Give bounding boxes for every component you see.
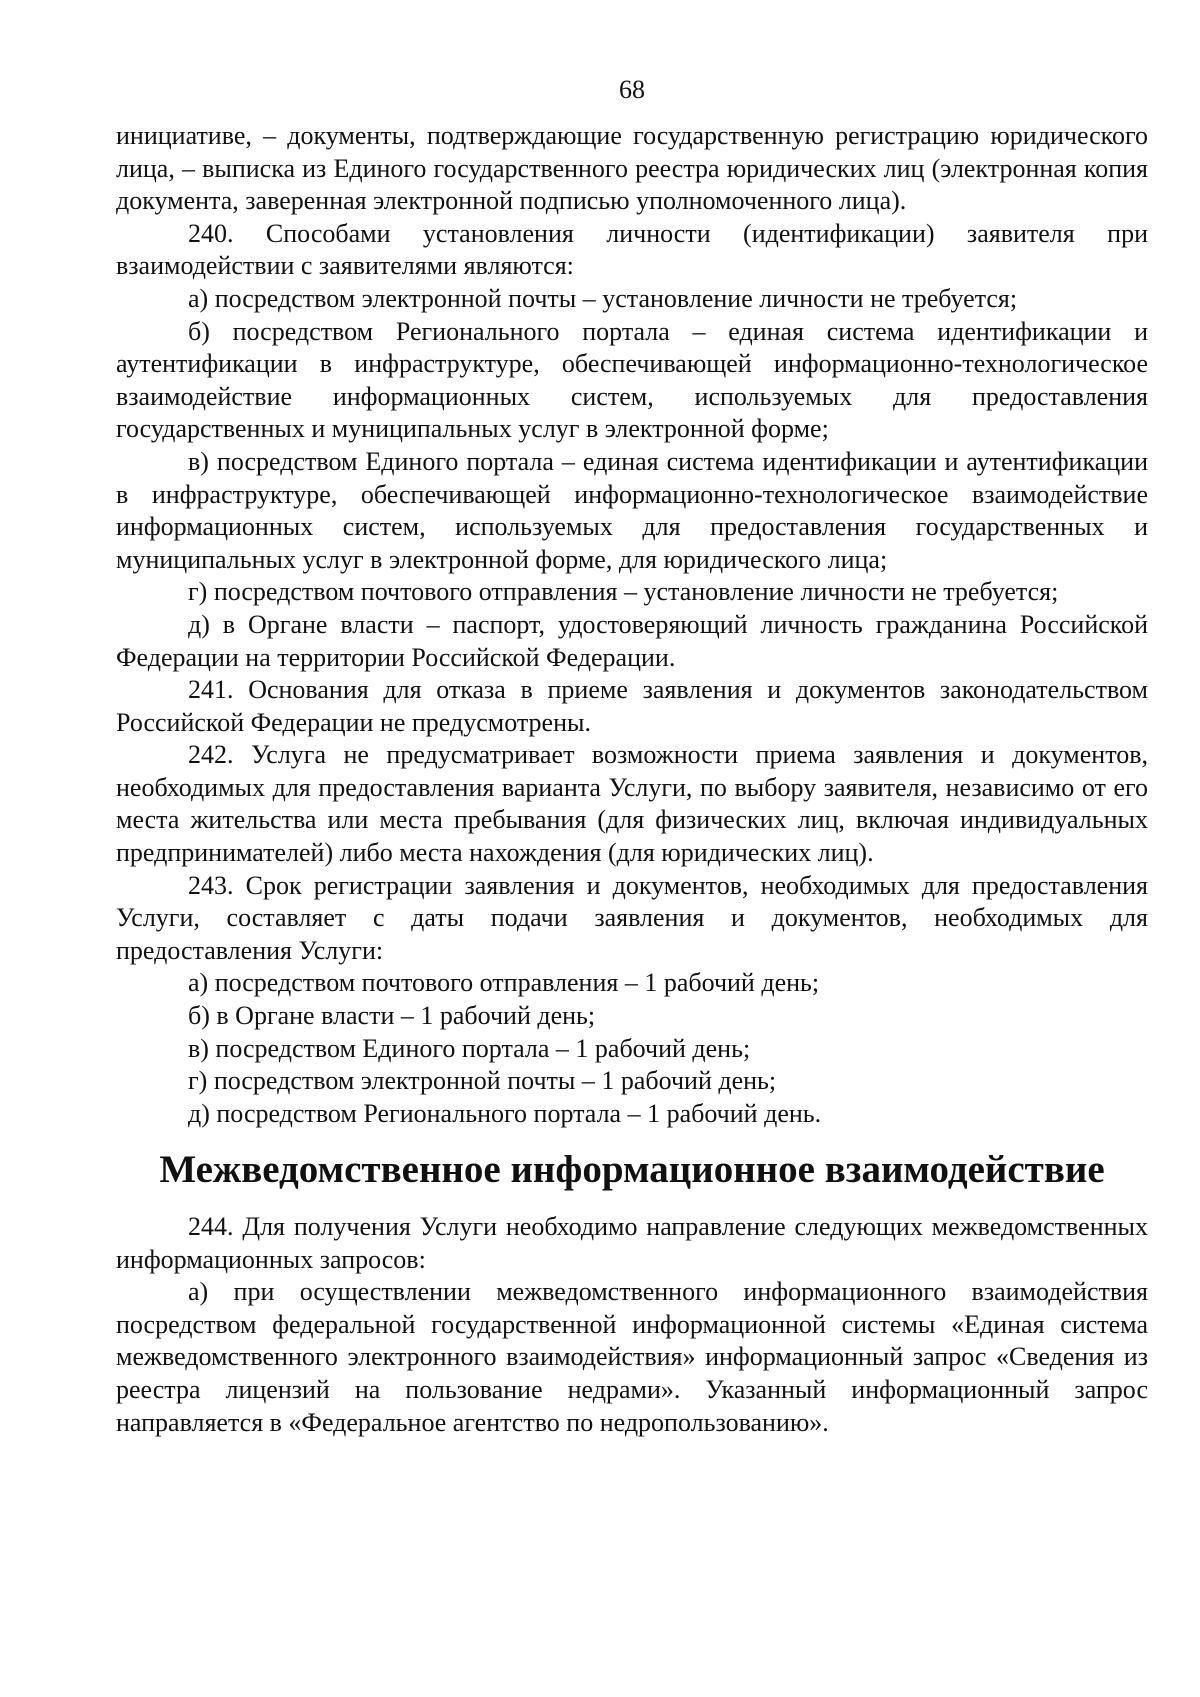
list-item-240-d: д) в Органе власти – паспорт, удостоверяющий личность гражданина Российской Федерации на территории Российской Федерации. xyxy=(116,609,1148,672)
list-item-240-b: б) посредством Регионального портала – единая система идентификации и аутентификации в инфраструктуре, обеспечивающей информационно-технологическое взаимодействие информационных систем, используемых для предоставления государственных и муниципальных услуг в электронной форме; xyxy=(116,316,1148,444)
paragraph-continuation: инициативе, – документы, подтверждающие государственную регистрацию юридического лица, – выписка из Единого государственного реестра юридических лиц (электронная копия документа, заверенная электронной подписью уполномоченного лица). xyxy=(116,121,1148,216)
list-item-240-g: г) посредством почтового отправления – установление личности не требуется; xyxy=(188,577,1059,607)
page-number: 68 xyxy=(619,75,645,104)
paragraph-241: 241. Основания для отказа в приеме заявления и документов законодательством Российской Федерации не предусмотрены. xyxy=(116,675,1148,737)
list-item-244-a: а) при осуществлении межведомственного информационного взаимодействия посредством федеральной государственной информационной системы «Единая система межведомственного электронного взаимодействия» информационный запрос «Сведения из реестра лицензий на пользование недрами». Указанный информационный запрос направляется в «Федеральное агентство по недропользованию». xyxy=(116,1277,1148,1437)
list-item-240-v: в) посредством Единого портала – единая система идентификации и аутентификации в инфраструктуре, обеспечивающей информационно-технологическое взаимодействие информационных систем, используемых для предоставления государственных и муниципальных услуг в электронной форме, для юридического лица; xyxy=(116,446,1148,574)
document-page xyxy=(116,68,1148,1439)
paragraph-244: 244. Для получения Услуги необходимо направление следующих межведомственных информационных запросов: xyxy=(116,1212,1148,1274)
list-item-243-v: в) посредством Единого портала – 1 рабочий день; xyxy=(188,1033,751,1063)
list-item-243-b: б) в Органе власти – 1 рабочий день; xyxy=(188,1001,596,1031)
paragraph-243: 243. Срок регистрации заявления и документов, необходимых для предоставления Услуги, составляет с даты подачи заявления и документов, необходимых для предоставления Услуги: xyxy=(116,870,1148,965)
paragraph-240: 240. Способами установления личности (идентификации) заявителя при взаимодействии с заявителями являются: xyxy=(116,218,1148,281)
list-item-243-d: д) посредством Регионального портала – 1 рабочий день. xyxy=(188,1098,822,1128)
list-item-243-g: г) посредством электронной почты – 1 рабочий день; xyxy=(188,1066,777,1096)
list-item-240-a: а) посредством электронной почты – установление личности не требуется; xyxy=(188,283,1018,313)
section-heading: Межведомственное информационное взаимодействие xyxy=(159,1148,1105,1192)
list-item-243-a: а) посредством почтового отправления – 1 рабочий день; xyxy=(188,968,820,998)
paragraph-242: 242. Услуга не предусматривает возможности приема заявления и документов, необходимых для предоставления варианта Услуги, по выбору заявителя, независимо от его места жительства или места пребывания (для физических лиц, включая индивидуальных предпринимателей) либо места нахождения (для юридических лиц). xyxy=(116,740,1148,868)
